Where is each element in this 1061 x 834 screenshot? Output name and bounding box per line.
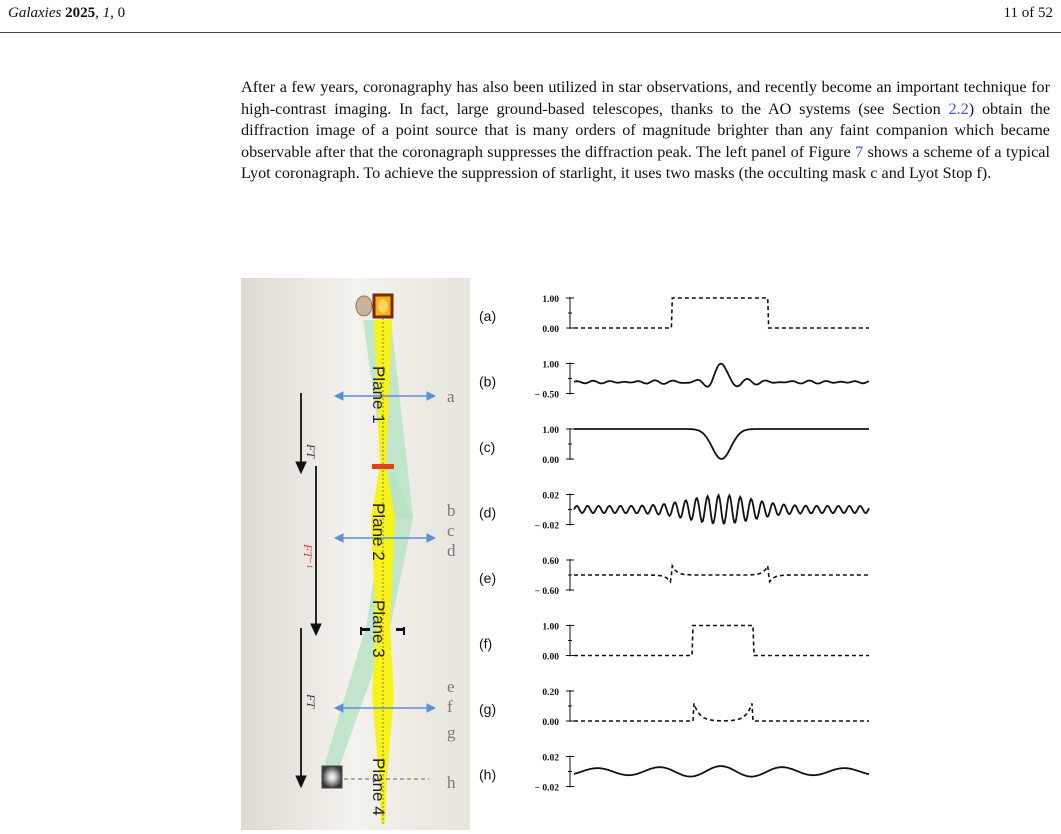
para-text-1: After a few years, coronagraphy has also been utilized in star observations, and recently become an important technique for high-contrast imaging. In fact, large ground-based telescopes, thanks to the AO systems (see Section	[241, 78, 1050, 118]
lyot-schematic	[241, 278, 470, 830]
journal-year: 2025	[65, 5, 96, 21]
body-paragraph	[241, 77, 1050, 185]
page-header	[0, 0, 1061, 36]
y-tick-top: 0.02	[542, 491, 559, 502]
ft-inverse-label: FT⁻¹	[301, 544, 315, 568]
plane-4-label: Plane 4	[369, 758, 388, 816]
page-number: 11 of 52	[1003, 5, 1053, 21]
profile-panel-b	[479, 361, 869, 401]
plane-3-label: Plane 3	[369, 600, 388, 658]
section-ref-link[interactable]: 2.2	[948, 99, 969, 118]
figure-ref-link[interactable]: 7	[855, 142, 864, 161]
star-source-core	[378, 299, 388, 313]
plane-2-label: Plane 2	[369, 503, 388, 561]
y-tick-top: 1.00	[542, 360, 559, 371]
y-tick-top: 1.00	[542, 426, 559, 436]
profile-curve	[574, 298, 869, 328]
panel-label: (c)	[479, 439, 496, 455]
profile-curve	[574, 626, 869, 656]
schematic-background	[241, 278, 470, 830]
profile-panel-g	[479, 688, 869, 728]
panel-label: (b)	[479, 373, 497, 390]
profile-panel-d	[479, 492, 869, 532]
y-tick-bottom: 0.00	[542, 325, 559, 335]
plane-1-label: Plane 1	[369, 366, 388, 424]
lyot-stop-left	[361, 628, 370, 631]
journal-article: 0	[117, 5, 126, 21]
journal-name: Galaxies	[8, 5, 62, 21]
profile-panel-h	[479, 754, 869, 794]
figure-7	[241, 278, 886, 830]
y-tick-bottom: − 0.50	[534, 390, 559, 401]
profile-panel-f	[479, 623, 869, 663]
panel-label: (e)	[479, 570, 497, 586]
journal-volume: 1	[102, 5, 111, 21]
profile-curve	[574, 566, 869, 582]
y-tick-bottom: − 0.02	[534, 521, 559, 532]
detector-image-icon	[322, 766, 342, 788]
letter-c: c	[447, 521, 455, 540]
planet-source-icon	[356, 296, 372, 316]
y-tick-bottom: − 0.60	[534, 587, 559, 597]
letter-f: f	[447, 697, 453, 716]
profile-curve	[574, 766, 869, 777]
journal-citation: Galaxies 2025, 1, 0	[8, 5, 126, 21]
y-tick-bottom: − 0.02	[534, 783, 559, 794]
para-text-2: ) obtain the diffraction image of a point source that is many orders of magnitude brighter than any faint companion which became observable after that the coronagraph suppresses the diffraction peak. The left panel of Figure	[241, 99, 1050, 161]
occulting-mask-c	[372, 464, 394, 469]
ft-label-1: FT	[304, 444, 318, 459]
profile-panel-a	[479, 295, 869, 335]
profile-panel-c	[479, 426, 869, 466]
header-rule	[0, 32, 1061, 33]
panel-label: (f)	[479, 635, 493, 652]
letter-g: g	[447, 723, 456, 742]
y-tick-bottom: 0.00	[542, 652, 559, 663]
profile-panel-e	[479, 557, 869, 597]
panel-label: (d)	[479, 504, 497, 521]
para-text-3: shows a scheme of a typical Lyot coronagraph. To achieve the suppression of starlight, it uses two masks (the occulting mask c and Lyot Stop f).	[241, 142, 1050, 183]
y-tick-top: 0.60	[542, 557, 559, 567]
profile-curve	[574, 495, 869, 523]
panel-label: (a)	[479, 308, 497, 324]
letter-h: h	[447, 773, 456, 792]
y-tick-top: 0.02	[542, 753, 559, 764]
panel-label: (g)	[479, 701, 497, 717]
y-tick-top: 1.00	[542, 622, 559, 633]
letter-d: d	[447, 541, 456, 560]
y-tick-top: 0.20	[542, 688, 559, 698]
y-tick-bottom: 0.00	[542, 456, 559, 466]
letter-e: e	[447, 677, 455, 696]
panel-label: (h)	[479, 766, 497, 783]
letter-b: b	[447, 501, 456, 520]
profile-curve	[574, 429, 869, 459]
ft-label-2: FT	[304, 694, 318, 709]
y-tick-top: 1.00	[542, 295, 559, 305]
profile-panels	[479, 295, 869, 794]
profile-curve	[574, 703, 869, 721]
y-tick-bottom: 0.00	[542, 718, 559, 728]
profile-curve	[574, 364, 869, 387]
letter-a: a	[447, 387, 455, 406]
